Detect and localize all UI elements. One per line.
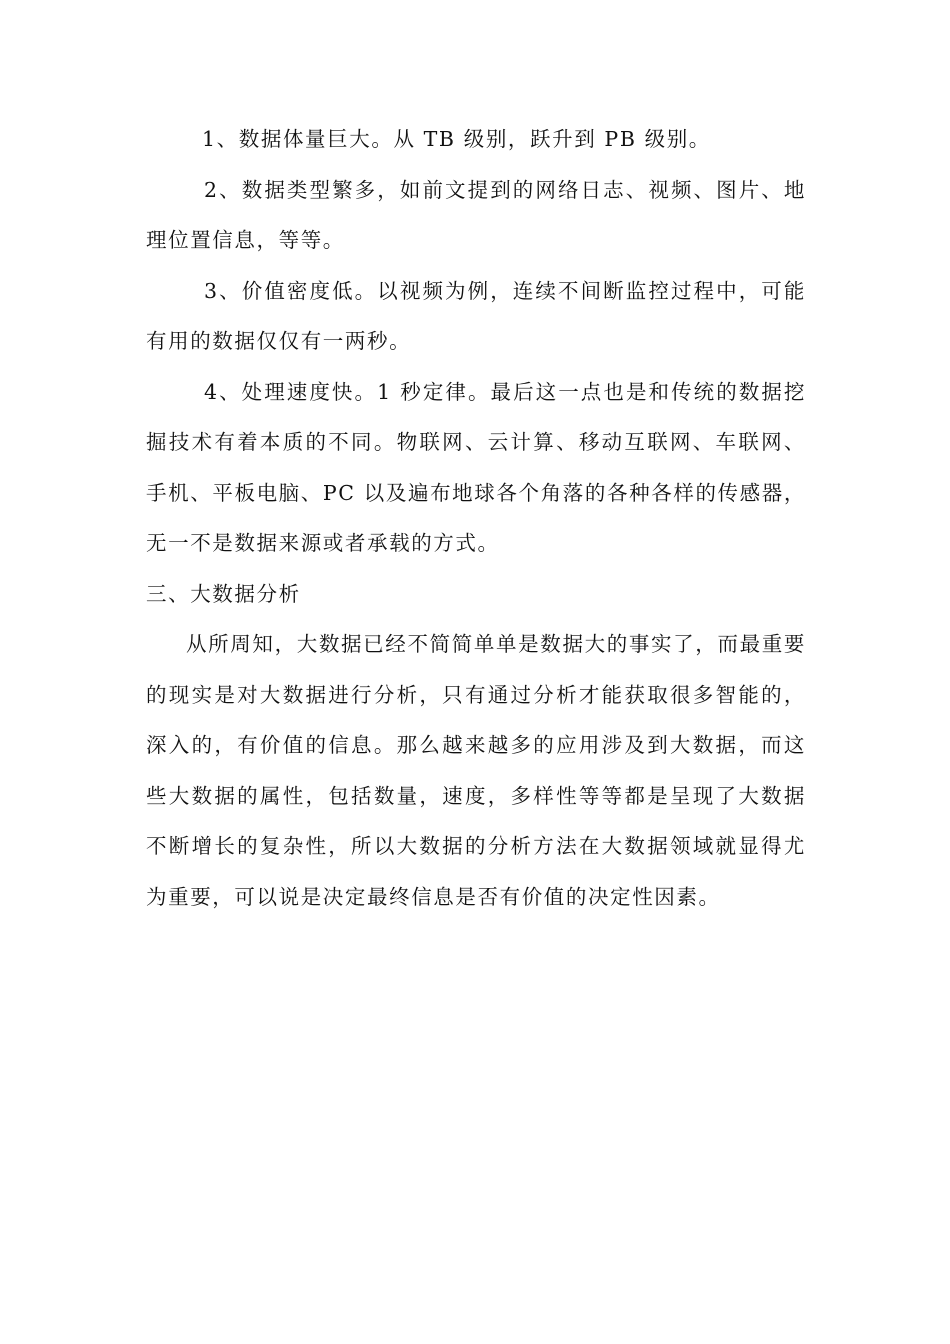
paragraph-data-value: 3、价值密度低。以视频为例，连续不间断监控过程中，可能有用的数据仅仅有一两秒。	[146, 278, 806, 353]
paragraph-data-volume: 1、数据体量巨大。从 TB 级别，跃升到 PB 级别。	[202, 127, 711, 151]
document-body	[146, 114, 806, 922]
section-heading: 三、大数据分析	[146, 581, 301, 606]
paragraph-data-variety: 2、数据类型繁多，如前文提到的网络日志、视频、图片、地理位置信息，等等。	[146, 177, 806, 252]
paragraph-analysis: 从所周知，大数据已经不简简单单是数据大的事实了，而最重要的现实是对大数据进行分析，只有通过分析才能获取很多智能的，深入的，有价值的信息。那么越来越多的应用涉及到大数据，而这些大数据的属性，包括数量，速度，多样性等等都是呈现了大数据不断增长的复杂性，所以大数据的分析方法在大数据领域就显得尤为重要，可以说是决定最终信息是否有价值的决定性因素。	[146, 632, 806, 909]
paragraph-data-velocity: 4、处理速度快。1 秒定律。最后这一点也是和传统的数据挖掘技术有着本质的不同。物联网、云计算、移动互联网、车联网、手机、平板电脑、PC 以及遍布地球各个角落的各种各样的传感器，无一不是数据来源或者承载的方式。	[146, 379, 806, 555]
